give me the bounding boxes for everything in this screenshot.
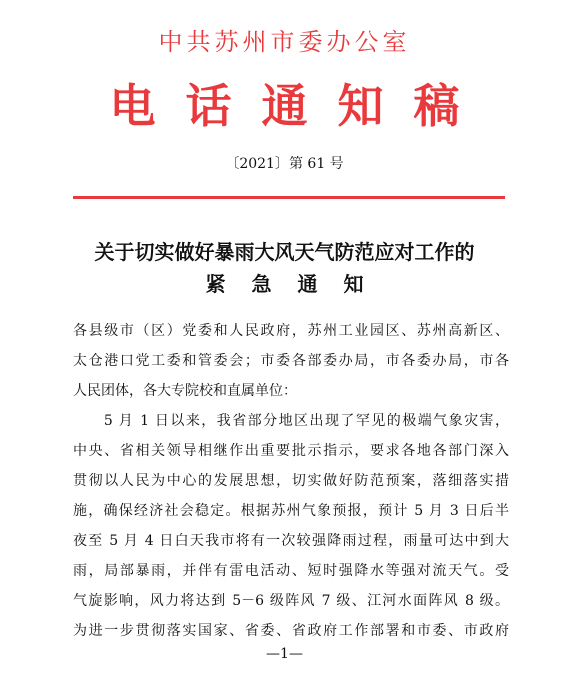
addressee-line: 太仓港口党工委和管委会；市委各部委办局，市各委办局，市各 (73, 353, 509, 369)
body-paragraph-line: 夜至 5 月 4 日白天我市将有一次较强降雨过程，雨量可达中到大 (73, 533, 509, 549)
page-number: —1— (266, 646, 303, 662)
body-paragraph-line: 气旋影响，风力将达到 5－6 级阵风 7 级、江河水面阵风 8 级。 (73, 593, 509, 609)
document-number: 〔2021〕第 61 号 (225, 156, 344, 172)
body-paragraph-line: 施，确保经济社会稳定。根据苏州气象预报，预计 5 月 3 日后半 (73, 503, 509, 519)
main-title-line-1: 关于切实做好暴雨大风天气防范应对工作的 (94, 240, 475, 264)
body-paragraph-line: 5 月 1 日以来，我省部分地区出现了罕见的极端气象灾害， (73, 413, 509, 429)
main-title-line-2: 紧急通知 (205, 272, 390, 296)
body-paragraph-line: 雨，局部暴雨，并伴有雷电活动、短时强降水等强对流天气。受 (73, 563, 509, 579)
red-divider-line (73, 196, 505, 199)
issuing-organization: 中共苏州市委办公室 (158, 28, 411, 56)
addressee-line: 人民团体，各大专院校和直属单位： (73, 383, 297, 399)
document-type-title: 电话通知稿 (109, 79, 490, 133)
body-paragraph-line: 中央、省相关领导相继作出重要批示指示，要求各地各部门深入 (73, 443, 509, 459)
addressee-line: 各县级市（区）党委和人民政府，苏州工业园区、苏州高新区、 (73, 323, 509, 339)
body-paragraph-line: 为进一步贯彻落实国家、省委、省政府工作部署和市委、市政府 (73, 623, 509, 639)
body-paragraph-line: 贯彻以人民为中心的发展思想，切实做好防范预案，落细落实措 (73, 473, 509, 489)
